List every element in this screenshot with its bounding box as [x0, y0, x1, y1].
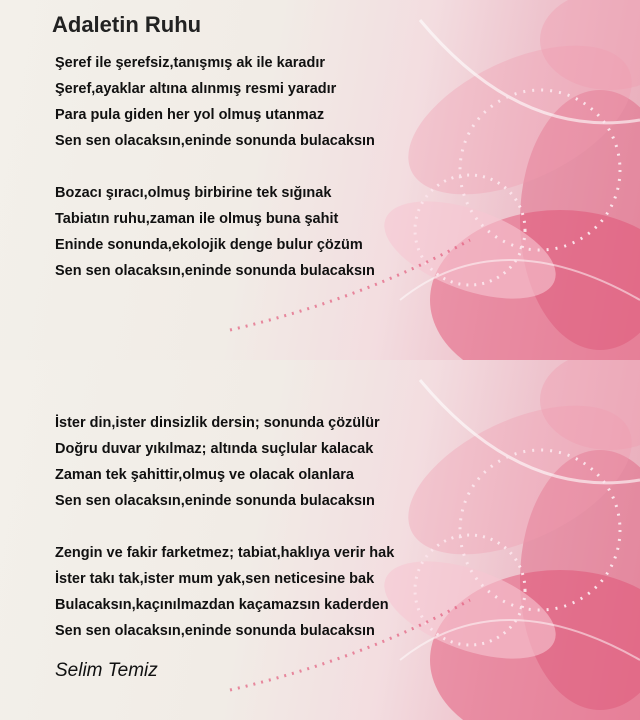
poem-author: Selim Temiz [55, 660, 158, 681]
poem-line: Bozacı şıracı,olmuş birbirine tek sığınak [55, 185, 332, 201]
poem-line: Sen sen olacaksın,eninde sonunda bulacaksın [55, 623, 375, 639]
poem-line: Zaman tek şahittir,olmuş ve olacak olanlara [55, 467, 354, 483]
poem-line: Şeref,ayaklar altına alınmış resmi yaradır [55, 81, 337, 97]
poem-line: İster takı tak,ister mum yak,sen neticesine bak [55, 571, 375, 587]
stanza-3 [55, 410, 380, 514]
poem-line: Tabiatın ruhu,zaman ile olmuş buna şahit [55, 211, 339, 227]
poem-line: Para pula giden her yol olmuş utanmaz [55, 107, 325, 123]
poem-line: Eninde sonunda,ekolojik denge bulur çözüm [55, 237, 363, 253]
poem-line: Sen sen olacaksın,eninde sonunda bulacaksın [55, 493, 375, 509]
poem-line: İster din,ister dinsizlik dersin; sonunda çözülür [55, 415, 380, 431]
stanza-2 [55, 180, 375, 284]
poem-line: Bulacaksın,kaçınılmazdan kaçamazsın kaderden [55, 597, 389, 613]
poem-line: Sen sen olacaksın,eninde sonunda bulacaksın [55, 133, 375, 149]
stanza-4 [55, 540, 394, 644]
poem-line: Doğru duvar yıkılmaz; altında suçlular kalacak [55, 441, 374, 457]
poem-line: Zengin ve fakir farketmez; tabiat,haklıya verir hak [55, 545, 395, 561]
poem-line: Sen sen olacaksın,eninde sonunda bulacaksın [55, 263, 375, 279]
stanza-1 [55, 50, 375, 154]
poem-title: Adaletin Ruhu [52, 12, 202, 37]
poem-line: Şeref ile şerefsiz,tanışmış ak ile karadır [55, 55, 326, 71]
